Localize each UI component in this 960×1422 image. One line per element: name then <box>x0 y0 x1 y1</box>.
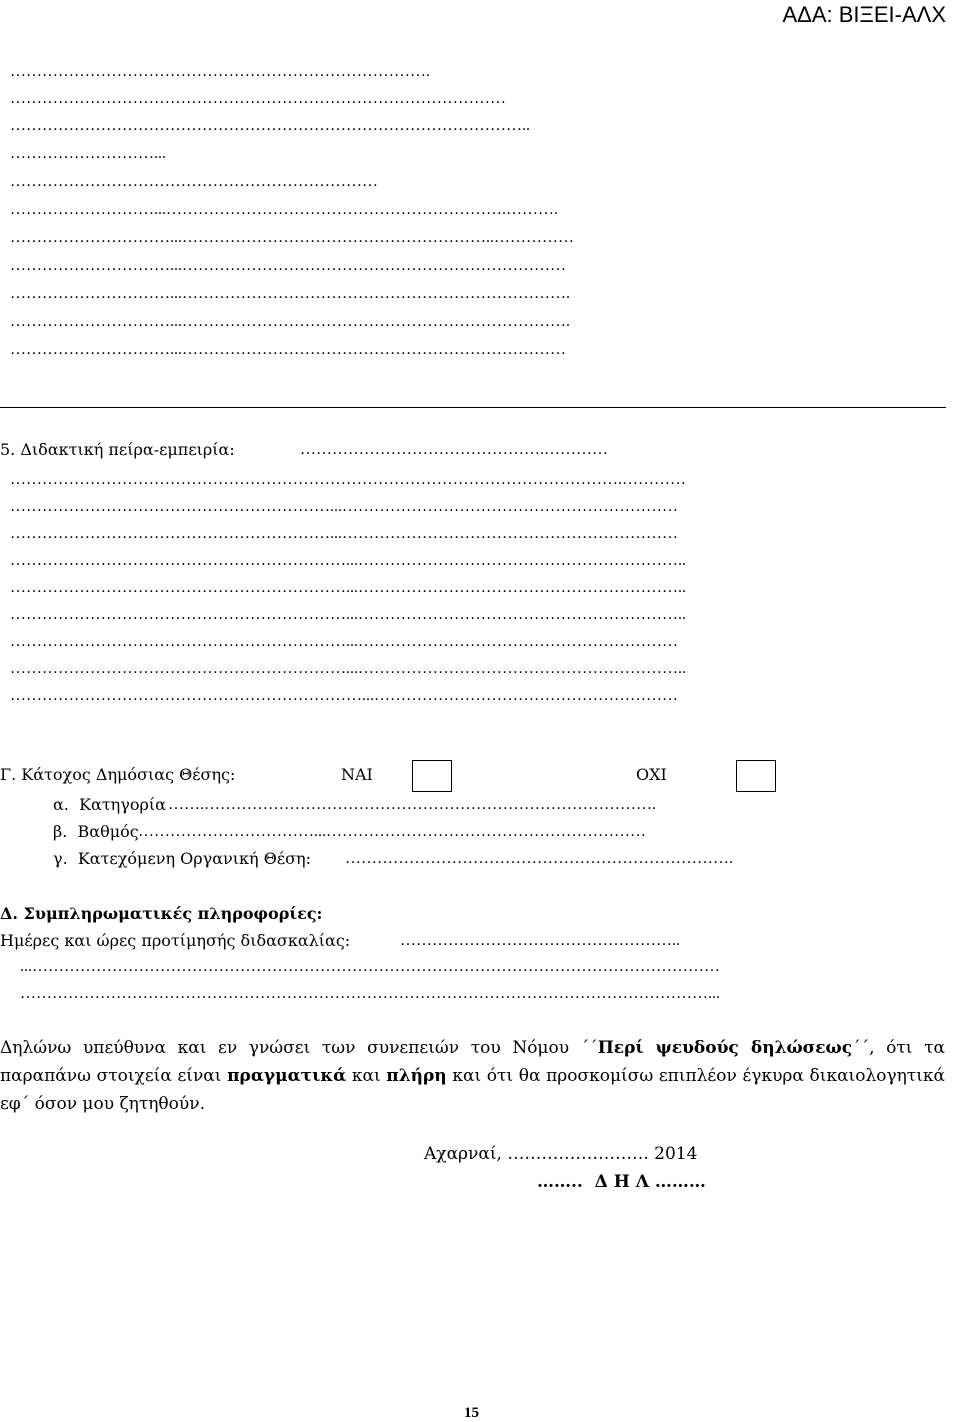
dotted-line: ………………………………………………………...…………………………………………………… <box>10 633 678 650</box>
dotted-line: …………………………………………………………………………………………………………………... <box>20 985 720 1002</box>
law-title: Περί ψευδούς δηλώσεως <box>597 1038 853 1058</box>
dotted-line: ………………………………………………………...…………………………………………………….. <box>10 579 686 596</box>
dotted-line: ………………………………………………………...…………………………………………………….. <box>10 552 686 569</box>
dotted-line: …………………………...…………………………………………………..…………… <box>10 229 574 246</box>
section-g-title: Γ. Κάτοχος Δημόσιας Θέσης: <box>0 765 236 784</box>
section-d-title: Δ. Συμπληρωματικές πληροφορίες: <box>0 904 323 923</box>
dotted-line: ……………………………...…………………………………………………… <box>138 823 646 840</box>
organic-position-label: γ. Κατεχόμενη Οργανική Θέση: <box>53 849 311 868</box>
dotted-line: …………………………………………………………………………………………………….………… <box>10 471 686 488</box>
dotted-line: ……………………………………………………...……………………………………………………… <box>10 498 678 515</box>
yes-label: ΝΑΙ <box>341 765 373 784</box>
dotted-line: ………………………………………………………………………………… <box>10 90 506 107</box>
section-5-title: 5. Διδακτική πείρα-εμπειρία: <box>0 440 235 459</box>
dotted-line: …………………………………………………………………………………….. <box>10 117 530 134</box>
declaration-part: ΄΄, ότι τα παραπάνω στοιχεία είναι <box>0 1038 945 1086</box>
dotted-line: ...………………………………………………………………………………………………………………… <box>20 958 720 975</box>
dotted-line: ………………………………………………………………. <box>345 850 733 867</box>
ada-code: ΑΔΑ: ΒΙΞΕΙ-ΑΛΧ <box>782 2 946 27</box>
dotted-line: ……………………………………………………...……………………………………………………… <box>10 525 678 542</box>
no-checkbox[interactable] <box>736 760 776 792</box>
dotted-line: …………………………...………………………………………………………………. <box>10 285 570 302</box>
declaration-part: Δηλώνω υπεύθυνα και εν γνώσει των συνεπειών του Νόμου ΄΄ <box>0 1038 598 1058</box>
dotted-line: ……………………………………….………… <box>300 441 608 458</box>
section-divider <box>0 407 946 408</box>
dotted-line: …………………………………………………………...………………………………………………… <box>10 687 678 704</box>
dotted-line: ………………………………………………………...…………………………………………………….. <box>10 606 686 623</box>
declarant-signature: …….. Δ Η Λ ……… <box>537 1172 706 1192</box>
dotted-line: ………………………………………………………...…………………………………………………….. <box>10 660 686 677</box>
declaration-part: και ότι θα προσκομίσω επιπλέον έγκυρα δικαιολογητικά εφ΄ όσον μου ζητηθούν. <box>0 1066 945 1114</box>
dotted-line: …………………………...……………………………………………………………… <box>10 341 566 358</box>
dotted-line: …………………………………………….. <box>400 932 680 949</box>
dotted-line: ……………………………………………………………………. <box>10 63 430 80</box>
rank-label: β. Βαθμός <box>53 822 139 841</box>
category-label: α. Κατηγορία <box>53 795 166 814</box>
real-emphasis: πραγματικά <box>227 1066 347 1086</box>
dotted-line: ………………………...……………………………………………………….………. <box>10 201 558 218</box>
dotted-line: …………………………...……………………………………………………………… <box>10 257 566 274</box>
yes-checkbox[interactable] <box>412 760 452 792</box>
declaration-text <box>0 1034 945 1118</box>
dotted-line: ………………………... <box>10 145 166 162</box>
place-date: Αχαρναί, ……………………. 2014 <box>424 1144 698 1164</box>
declaration-part: και <box>346 1066 387 1086</box>
teaching-hours-label: Ημέρες και ώρες προτίμησής διδασκαλίας: <box>0 931 351 950</box>
complete-emphasis: πλήρη <box>386 1066 447 1086</box>
dotted-line: …………………………...………………………………………………………………. <box>10 313 570 330</box>
page-number: 15 <box>464 1405 479 1421</box>
no-label: ΟΧΙ <box>636 765 667 784</box>
dotted-line: …………………………………………………………… <box>10 173 378 190</box>
dotted-line: …….…………………………………………………………………………. <box>168 796 656 813</box>
